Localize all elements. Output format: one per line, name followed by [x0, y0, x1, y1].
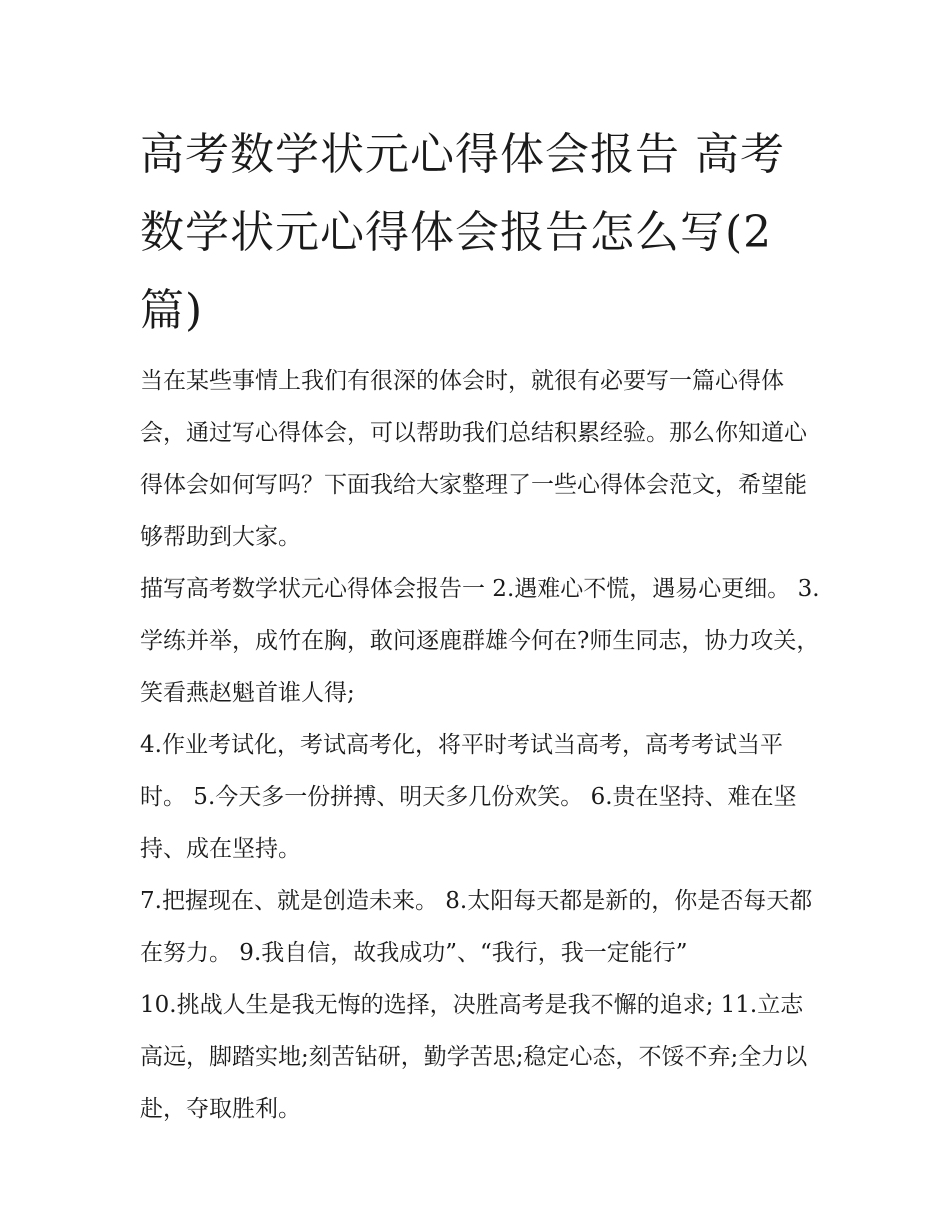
paragraph-items-4-6: 4.作业考试化，考试高考化，将平时考试当高考，高考考试当平时。 5.今天多一份拼搏、明天多几份欢笑。 6.贵在坚持、难在坚持、成在坚持。: [140, 732, 797, 862]
document-body: [140, 355, 820, 1135]
paragraph-intro: 当在某些事情上我们有很深的体会时，就很有必要写一篇心得体会，通过写心得体会，可以帮助我们总结积累经验。那么你知道心得体会如何写吗？下面我给大家整理了一些心得体会范文，希望能够帮助到大家。: [140, 368, 807, 550]
paragraph-items-10-11: 10.挑战人生是我无悔的选择，决胜高考是我不懈的追求; 11.立志高远，脚踏实地;刻苦钻研，勤学苦思;稳定心态，不馁不弃;全力以赴，夺取胜利。: [140, 992, 808, 1122]
document-title: 高考数学状元心得体会报告 高考数学状元心得体会报告怎么写(2篇): [140, 129, 785, 336]
paragraph-section-one: 描写高考数学状元心得体会报告一 2.遇难心不慌，遇易心更细。 3.学练并举，成竹在胸，敢问逐鹿群雄今何在?师生同志，协力攻关，笑看燕赵魁首谁人得;: [140, 576, 820, 706]
paragraph-items-7-9: 7.把握现在、就是创造未来。 8.太阳每天都是新的，你是否每天都在努力。 9.我自信，故我成功”、“我行，我一定能行”: [140, 888, 813, 966]
